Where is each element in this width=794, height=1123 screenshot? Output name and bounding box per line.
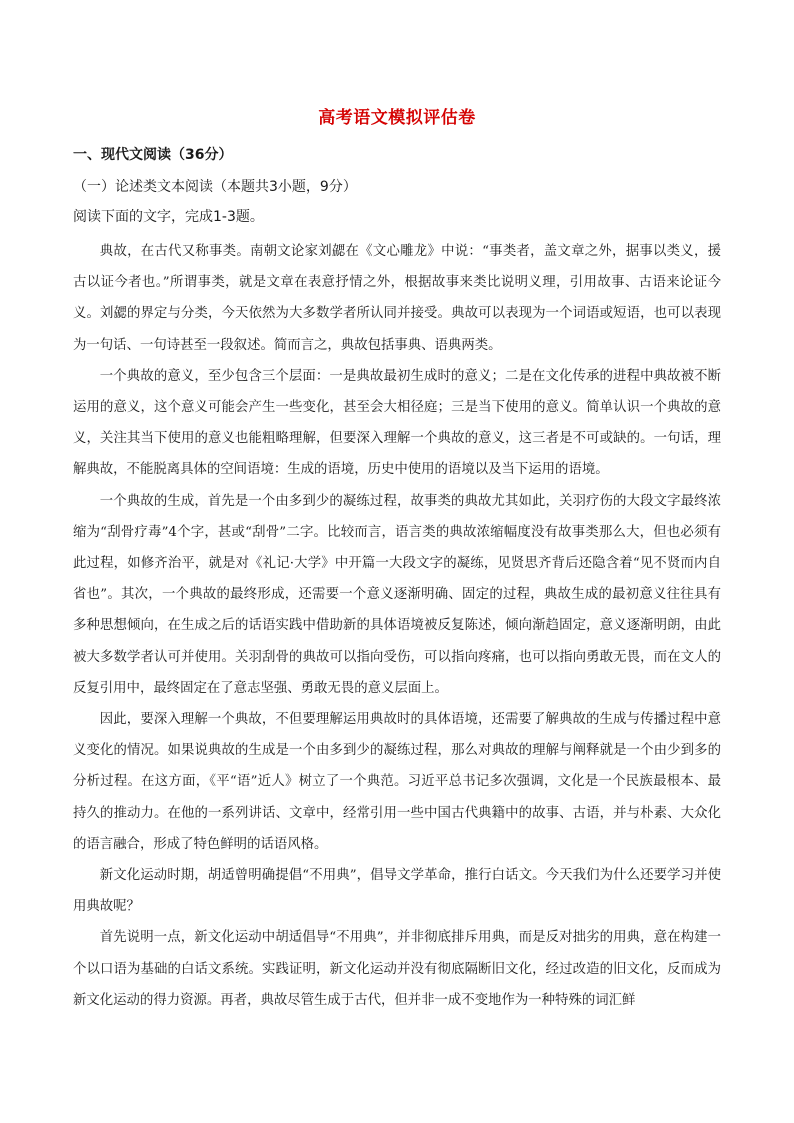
reading-passage xyxy=(73,236,721,1016)
passage-paragraph: 首先说明一点，新文化运动中胡适倡导“不用典”，并非彻底排斥用典，而是反对拙劣的用典，意在构建一个以口语为基础的白话文系统。实践证明，新文化运动并没有彻底隔断旧文化，经过改造的旧文化，反而成为新文化运动的得力资源。再者，典故尽管生成于古代，但并非一成不变地作为一种特殊的词汇鲜 xyxy=(73,930,721,1008)
passage-paragraph: 一个典故的生成，首先是一个由多到少的凝练过程，故事类的典故尤其如此，关羽疗伤的大段文字最终浓缩为“刮骨疗毒”4个字，甚或“刮骨”二字。比较而言，语言类的典故浓缩幅度没有故事类那么大，但也必须有此过程，如修齐治平，就是对《礼记·大学》中开篇一大段文字的凝练，见贤思齐背后还隐含着“见不贤而内自省也”。其次，一个典故的最终形成，还需要一个意义逐渐明确、固定的过程，典故生成的最初意义往往具有多种思想倾向，在生成之后的话语实践中借助新的具体语境被反复陈述，倾向渐趋固定，意义逐渐明朗，由此被大多数学者认可并使用。关羽刮骨的典故可以指向受伤，可以指向疼痛，也可以指向勇敢无畏，而在文人的反复引用中，最终固定在了意志坚强、勇敢无畏的意义层面上。 xyxy=(73,493,721,696)
section-heading: 一、现代文阅读（36分） xyxy=(73,147,233,163)
passage-paragraph: 因此，要深入理解一个典故，不但要理解运用典故时的具体语境，还需要了解典故的生成与传播过程中意义变化的情况。如果说典故的生成是一个由多到少的凝练过程，那么对典故的理解与阐释就是一个由少到多的分析过程。在这方面，《平“语”近人》树立了一个典范。习近平总书记多次强调，文化是一个民族最根本、最持久的推动力。在他的一系列讲话、文章中，经常引用一些中国古代典籍中的故事、古语，并与朴素、大众化的语言融合，形成了特色鲜明的话语风格。 xyxy=(73,712,721,852)
passage-paragraph: 一个典故的意义，至少包含三个层面：一是典故最初生成时的意义；二是在文化传承的进程中典故被不断运用的意义，这个意义可能会产生一些变化，甚至会大相径庭；三是当下使用的意义。简单认识一个典故的意义，关注其当下使用的意义也能粗略理解，但要深入理解一个典故的意义，这三者是不可或缺的。一句话，理解典故，不能脱离具体的空间语境：生成的语境，历史中使用的语境以及当下运用的语境。 xyxy=(73,368,721,478)
passage-paragraph: 新文化运动时期，胡适曾明确提倡“不用典”，倡导文学革命，推行白话文。今天我们为什么还要学习并使用典故呢？ xyxy=(73,868,721,915)
reading-instruction: 阅读下面的文字，完成1-3题。 xyxy=(73,209,264,225)
passage-paragraph: 典故，在古代又称事类。南朝文论家刘勰在《文心雕龙》中说：“事类者，盖文章之外，据事以类义，援古以证今者也。”所谓事类，就是文章在表意抒情之外，根据故事来类比说明义理，引用故事、古语来论证今义。刘勰的界定与分类，今天依然为大多数学者所认同并接受。典故可以表现为一个词语或短语，也可以表现为一句话、一句诗甚至一段叙述。简而言之，典故包括事典、语典两类。 xyxy=(73,244,721,353)
subsection-heading: （一）论述类文本阅读（本题共3小题，9分） xyxy=(73,179,357,195)
page-title: 高考语文模拟评估卷 xyxy=(318,108,476,128)
